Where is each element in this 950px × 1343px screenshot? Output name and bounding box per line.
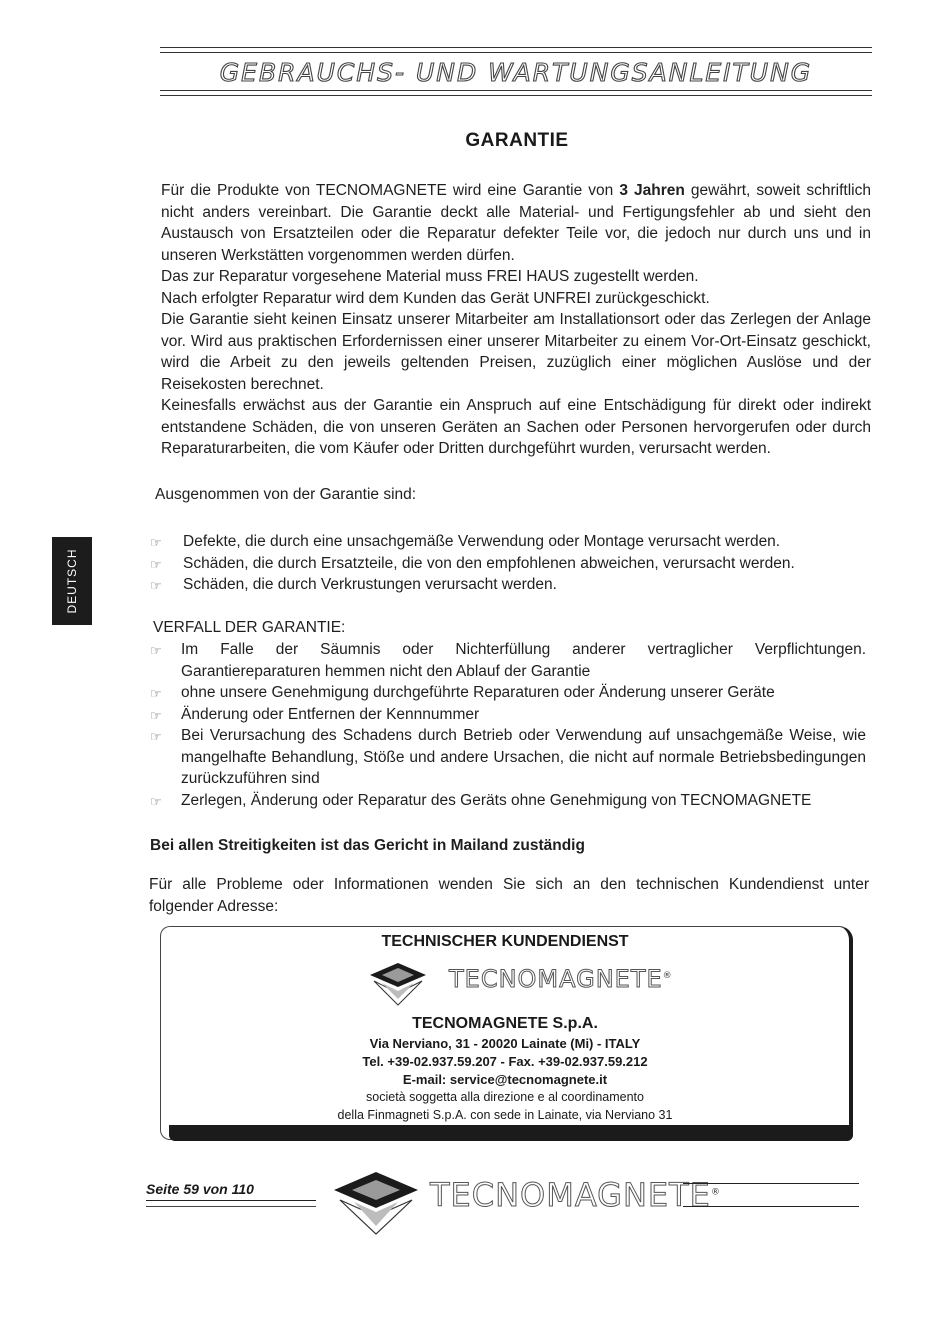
logo-wordmark: TECNOMAGNETE <box>449 965 663 993</box>
list-item <box>150 725 866 790</box>
exclusions-heading: Ausgenommen von der Garantie sind: <box>155 486 417 503</box>
service-logo <box>161 961 849 1012</box>
warranty-text-part1: Für die Produkte von TECNOMAGNETE wird eine Garantie von <box>161 182 620 199</box>
box-shadow <box>169 1125 853 1141</box>
footer-rule-right-bottom <box>683 1206 859 1207</box>
list-item <box>150 704 866 726</box>
footer-rule-right-top <box>683 1183 859 1184</box>
header-rule-top <box>160 47 872 48</box>
list-item-text: Im Falle der Säumnis oder Nichterfüllung anderer vertraglicher Verpflichtungen. Garantiereparaturen hemmen nicht den Ablauf der Garantie <box>181 641 866 680</box>
warranty-duration: 3 Jahren <box>619 182 685 199</box>
list-item-text: Änderung oder Entfernen der Kennnummer <box>181 705 480 723</box>
list-item-text: Schäden, die durch Verkrustungen verursacht werden. <box>183 576 557 593</box>
footer-logo <box>328 1166 721 1236</box>
company-email[interactable]: E-mail: service@tecnomagnete.it <box>402 1072 608 1087</box>
section-title: GARANTIE <box>465 130 569 151</box>
language-tab-label: DEUTSCH <box>65 548 79 614</box>
pointing-hand-icon: ☞ <box>150 535 162 550</box>
list-item-text: ohne unsere Genehmigung durchgeführte Reparaturen oder Änderung unserer Geräte <box>181 684 775 701</box>
footer-rule-left <box>146 1206 316 1207</box>
warranty-paragraph <box>161 180 871 266</box>
company-phone-fax: Tel. +39-02.937.59.207 - Fax. +39-02.937.59.212 <box>362 1054 648 1069</box>
warranty-text <box>161 180 871 460</box>
header-title: GEBRAUCHS- UND WARTUNGSANLEITUNG <box>219 58 813 87</box>
warranty-text-part2: gewährt, soweit schriftlich nicht anders vereinbart. Die Garantie deckt alle Material- und Fertigungsfehler ab und sieht den Austausch von Ersatzteilen oder die Reparatur defekter Teile vor, die jedoch nur durch uns und in unseren Werkstätten vorgenommen werden dürfen. <box>161 182 871 264</box>
pointing-hand-icon: ☞ <box>150 686 162 701</box>
list-item <box>150 682 866 704</box>
jurisdiction-statement: Bei allen Streitigkeiten ist das Gericht in Mailand zuständig <box>150 837 585 854</box>
list-item <box>150 639 866 682</box>
society-note-line1: società soggetta alla direzione e al coordinamento <box>366 1090 644 1104</box>
list-item-text: Defekte, die durch eine unsachgemäße Verwendung oder Montage verursacht werden. <box>183 533 781 550</box>
header-rule-top-2 <box>160 52 872 53</box>
service-contact-box <box>160 926 853 1140</box>
company-address: Via Nerviano, 31 - 20020 Lainate (Mi) - ITALY <box>369 1036 641 1051</box>
list-item-text: Bei Verursachung des Schadens durch Betrieb oder Verwendung auf unsachgemäße Weise, wie mangelhafte Behandlung, Stöße und andere Ursachen, die nicht auf normale Betriebsbedingungen zurückzuführen sind <box>181 727 866 787</box>
list-item <box>150 790 866 812</box>
pointing-hand-icon: ☞ <box>150 556 162 572</box>
language-tab <box>52 537 92 625</box>
list-item <box>150 553 870 575</box>
service-title: TECHNISCHER KUNDENDIENST <box>381 933 629 950</box>
pointing-hand-icon: ☞ <box>150 578 162 593</box>
pointing-hand-icon: ☞ <box>150 729 162 744</box>
company-name: TECNOMAGNETE S.p.A. <box>412 1015 598 1032</box>
list-item <box>150 531 870 553</box>
shipping-paragraph: Das zur Reparatur vorgesehene Material muss FREI HAUS zugestellt werden. <box>161 268 699 285</box>
exclusions-list <box>150 531 870 596</box>
list-item <box>150 574 870 596</box>
list-item-text: Schäden, die durch Ersatzteile, die von den empfohlenen abweichen, verursacht werden. <box>183 554 795 572</box>
onsite-paragraph: Die Garantie sieht keinen Einsatz unserer Mitarbeiter am Installationsort oder das Zerlegen der Anlage vor. Wird aus praktischen Erfordernissen einer unserer Mitarbeiter zu einem Vor-Ort-Einsatz geschickt, wird die Arbeit zu den jeweils geltenden Preisen, zuzüglich einer möglichen Auslöse und der Reisekosten berechnet. <box>161 311 871 393</box>
pointing-hand-icon: ☞ <box>150 643 162 658</box>
contact-intro: Für alle Probleme oder Informationen wenden Sie sich an den technischen Kundendienst unter folgender Adresse: <box>149 876 869 915</box>
return-paragraph: Nach erfolgter Reparatur wird dem Kunden das Gerät UNFREI zurückgeschickt. <box>161 289 710 307</box>
page-number: Seite 59 von 110 <box>146 1181 316 1201</box>
header-rule-bottom-2 <box>160 95 872 96</box>
footer-wordmark: TECNOMAGNETE <box>430 1176 711 1214</box>
forfeiture-heading: VERFALL DER GARANTIE: <box>153 619 346 636</box>
tecnomagnete-diamond-logo <box>328 1166 424 1236</box>
pointing-hand-icon: ☞ <box>150 707 162 723</box>
list-item-text: Zerlegen, Änderung oder Reparatur des Geräts ohne Genehmigung von TECNOMAGNETE <box>181 791 812 809</box>
header-rule-bottom <box>160 90 872 91</box>
registered-mark: ® <box>662 971 673 981</box>
society-note-line2: della Finmagneti S.p.A. con sede in Lainate, via Nerviano 31 <box>337 1108 673 1122</box>
forfeiture-list <box>150 639 866 811</box>
registered-mark: ® <box>710 1187 721 1198</box>
pointing-hand-icon: ☞ <box>150 793 162 809</box>
liability-paragraph: Keinesfalls erwächst aus der Garantie ein Anspruch auf eine Entschädigung für direkt oder indirekt entstandene Schäden, die von unseren Geräten an Sachen oder Personen hervorgerufen oder durch Reparaturarbeiten, die vom Käufer oder Dritten durchgeführt wurden, verursacht werden. <box>161 397 871 457</box>
